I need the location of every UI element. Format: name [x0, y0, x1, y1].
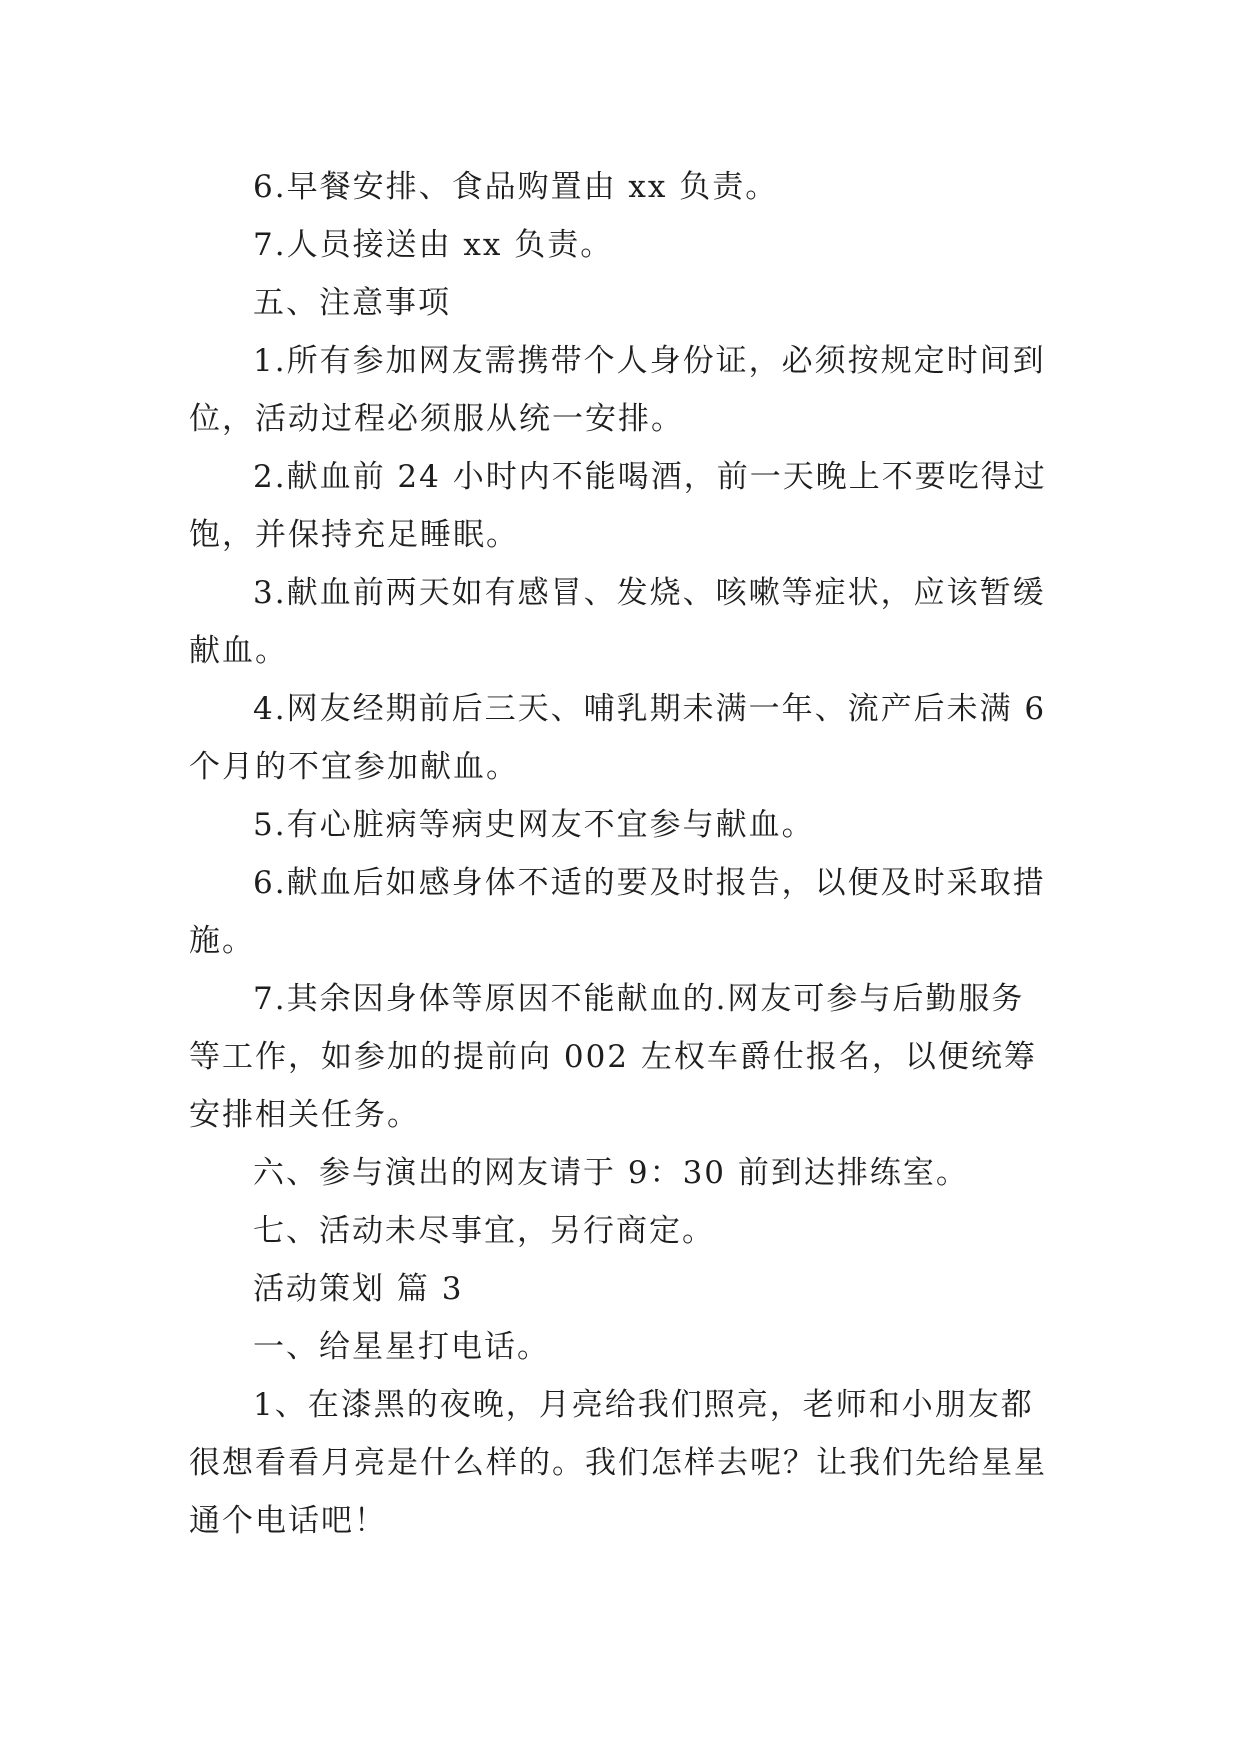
paragraph-note-4: 4.网友经期前后三天、哺乳期未满一年、流产后未满 6 个月的不宜参加献血。 [189, 691, 1047, 785]
section-heading-other-matters: 七、活动未尽事宜，另行商定。 [253, 1213, 715, 1249]
paragraph-note-1: 1.所有参加网友需携带个人身份证，必须按规定时间到位，活动过程必须服从统一安排。 [189, 343, 1046, 437]
paragraph-note-7: 7.其余因身体等原因不能献血的.网友可参与后勤服务等工作，如参加的提前向 002 左权车爵仕报名，以便统筹安排相关任务。 [189, 981, 1037, 1133]
paragraph-note-6: 6.献血后如感身体不适的要及时报告，以便及时采取措施。 [189, 865, 1046, 959]
paragraph-breakfast-arrangement: 6.早餐安排、食品购置由 xx 负责。 [253, 169, 779, 205]
section-heading-call-stars: 一、给星星打电话。 [253, 1329, 550, 1365]
paragraph-personnel-transport: 7.人员接送由 xx 负责。 [253, 227, 614, 263]
plan-title: 活动策划 篇 3 [253, 1271, 464, 1307]
paragraph-note-3: 3.献血前两天如有感冒、发烧、咳嗽等症状，应该暂缓献血。 [189, 575, 1046, 669]
paragraph-note-5: 5.有心脏病等病史网友不宜参与献血。 [253, 807, 815, 843]
section-heading-notes: 五、注意事项 [253, 285, 451, 321]
paragraph-activity-1: 1、在漆黑的夜晚，月亮给我们照亮，老师和小朋友都很想看看月亮是什么样的。我们怎样去呢？让我们先给星星通个电话吧！ [189, 1387, 1047, 1539]
document-body [189, 158, 1049, 1550]
section-heading-performance: 六、参与演出的网友请于 9：30 前到达排练室。 [253, 1155, 969, 1191]
paragraph-note-2: 2.献血前 24 小时内不能喝酒，前一天晚上不要吃得过饱，并保持充足睡眠。 [189, 459, 1047, 553]
